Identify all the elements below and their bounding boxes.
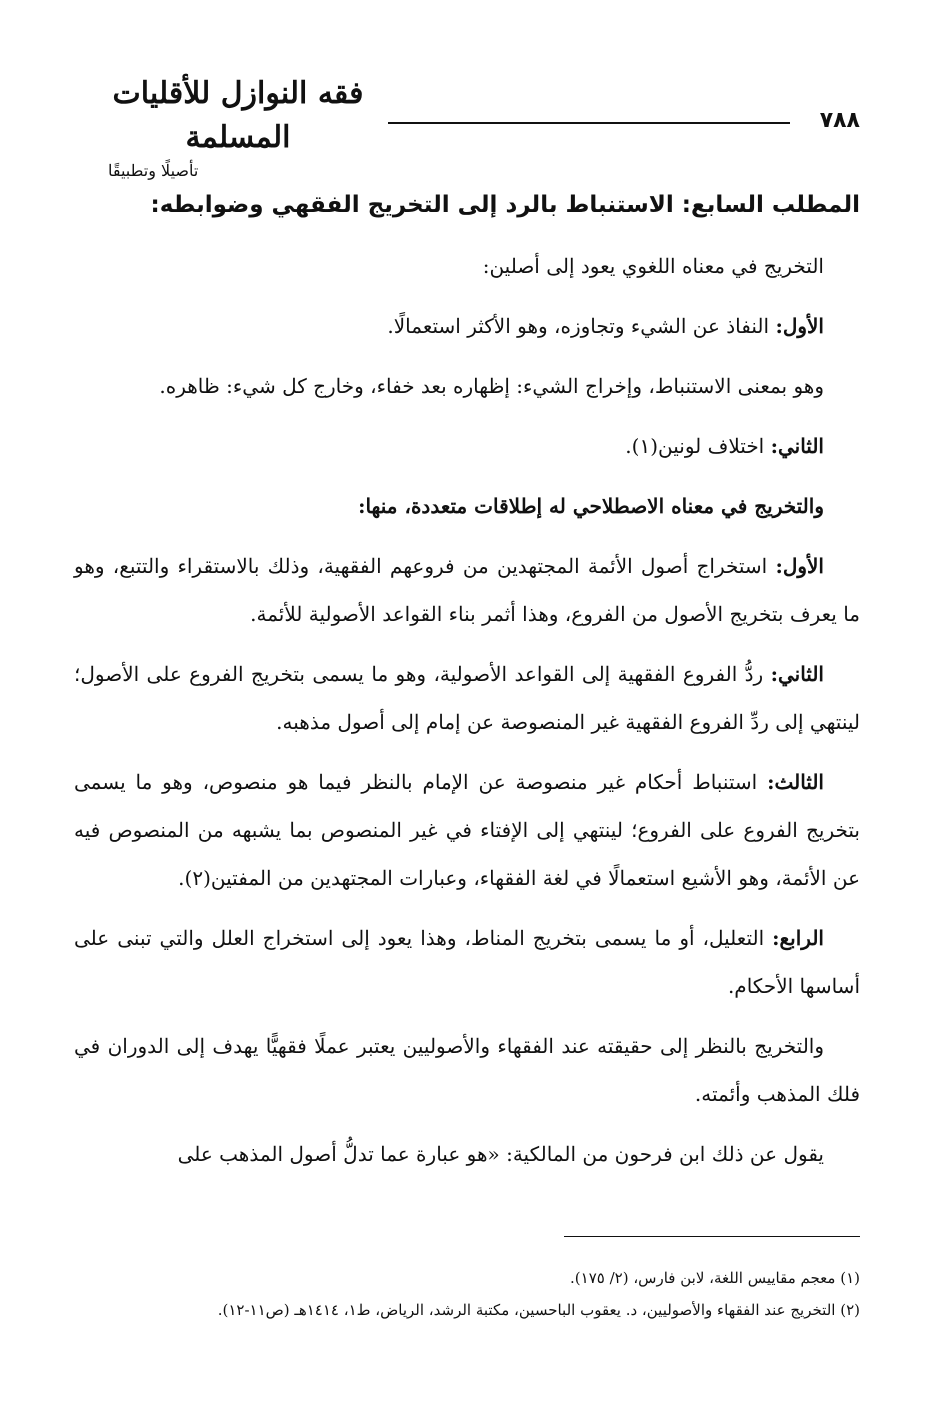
paragraph-term: الأول:: [775, 314, 824, 338]
paragraph-text: استخراج أصول الأئمة المجتهدين من فروعهم الفقهية، وذلك بالاستقراء والتتبع، وهو ما يعرف بتخريج الأصول من الفروع، وهذا أثمر بناء القواعد الأصولية للأئمة.: [74, 554, 860, 626]
paragraph-text: والتخريج في معناه الاصطلاحي له إطلاقات متعددة، منها:: [358, 494, 824, 518]
book-title-logo: [88, 72, 388, 180]
paragraph-text: والتخريج بالنظر إلى حقيقته عند الفقهاء والأصوليين يعتبر عملًا فقهيًّا يهدف إلى الدوران في فلك المذهب وأئمته.: [74, 1034, 860, 1106]
paragraph-term: الثاني:: [770, 434, 824, 458]
paragraph-text: وهو بمعنى الاستنباط، وإخراج الشيء: إظهاره بعد خفاء، وخارج كل شيء: ظاهره.: [159, 374, 824, 398]
section-heading: المطلب السابع: الاستنباط بالرد إلى التخريج الفقهي وضوابطه:: [150, 192, 860, 218]
header-rule: [388, 122, 790, 124]
paragraph-11: [74, 1130, 860, 1178]
paragraph-text: التعليل، أو ما يسمى بتخريج المناط، وهذا يعود إلى استخراج العلل والتي تبنى على أساسها الأحكام.: [74, 926, 860, 998]
paragraph-7: [74, 650, 860, 746]
paragraph-text: يقول عن ذلك ابن فرحون من المالكية: «هو عبارة عما تدلُّ أصول المذهب على: [177, 1142, 824, 1166]
page-body: [74, 180, 860, 1190]
book-title: فقه النوازل للأقليات المسلمة: [112, 76, 364, 155]
paragraph-term: الثاني:: [770, 662, 824, 686]
footnote-1: (١) معجم مقاييس اللغة، لابن فارس، (٢/ ١٧٥).: [570, 1269, 860, 1287]
footnote-separator: [564, 1236, 860, 1237]
paragraph-text: التخريج في معناه اللغوي يعود إلى أصلين:: [482, 254, 824, 278]
paragraph-3: [74, 362, 860, 410]
book-subtitle: تأصيلًا وتطبيقًا: [108, 161, 199, 180]
paragraph-text: اختلاف لونين(١).: [625, 434, 771, 458]
paragraph-1: [74, 242, 860, 290]
paragraph-text: استنباط أحكام غير منصوصة عن الإمام بالنظر فيما هو منصوص، وهو ما يسمى بتخريج الفروع على الفروع؛ لينتهي إلى الإفتاء في غير المنصوص بما يشبهه من المنصوص فيه عن الأئمة، وهو الأشيع استعمالًا في لغة الفقهاء، وعبارات المجتهدين من المفتين(٢).: [74, 770, 860, 890]
paragraph-9: [74, 914, 860, 1010]
paragraph-text: ردُّ الفروع الفقهية إلى القواعد الأصولية، وهو ما يسمى بتخريج الفروع على الأصول؛ لينتهي إلى ردِّ الفروع الفقهية غير المنصوصة عن إمام إلى أصول مذهبه.: [74, 662, 860, 734]
page-number: ٧٨٨: [819, 108, 860, 133]
paragraph-term: الأول:: [775, 554, 824, 578]
paragraph-text: النفاذ عن الشيء وتجاوزه، وهو الأكثر استعمالًا.: [387, 314, 776, 338]
paragraph-2: [74, 302, 860, 350]
page-header: [88, 72, 860, 180]
paragraph-8: [74, 758, 860, 902]
footnote-2: (٢) التخريج عند الفقهاء والأصوليين، د. يعقوب الباحسين، مكتبة الرشد، الرياض، ط١، ١٤١٤هـ (ص١١-١٢).: [217, 1301, 860, 1319]
paragraph-10: [74, 1022, 860, 1118]
paragraph-term: الرابع:: [772, 926, 824, 950]
paragraph-5: [74, 482, 860, 530]
footnotes: [74, 1262, 860, 1326]
paragraph-4: [74, 422, 860, 470]
paragraph-term: الثالث:: [767, 770, 824, 794]
paragraph-6: [74, 542, 860, 638]
